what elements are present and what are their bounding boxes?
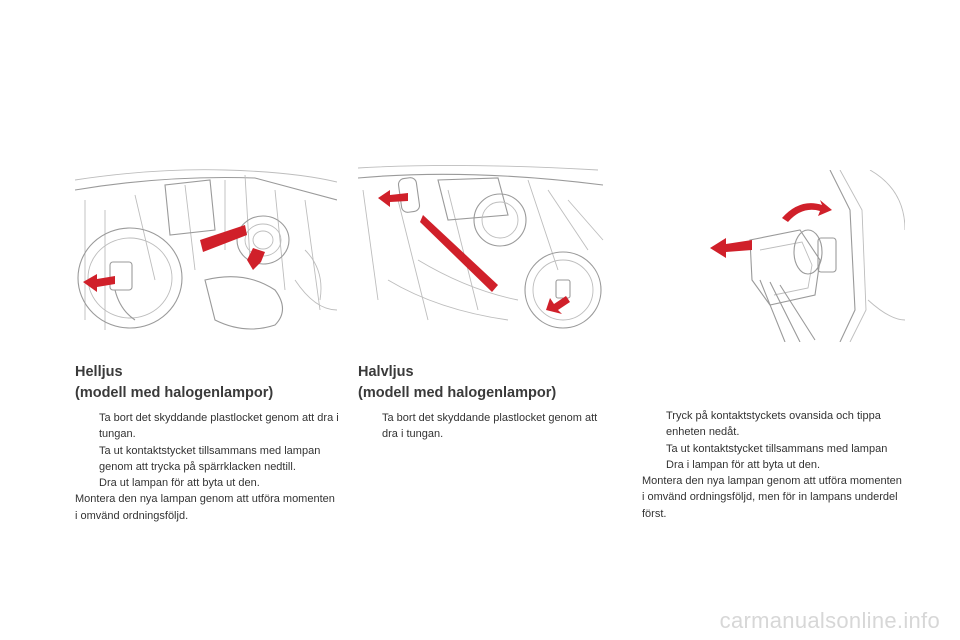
illustration-low-beam [358,160,608,340]
list-item: Dra ut lampan för att byta ut den. [99,477,260,490]
section-low-beam-continued [642,408,902,522]
section-low-beam [358,362,613,443]
section-title: Helljus [75,364,123,380]
section-title: Halvljus [358,364,414,380]
step-list [358,410,613,443]
list-item: Ta ut kontaktstycket tillsammans med lampan genom att trycka på spärrklacken nedtill. [99,444,321,473]
list-item: Ta bort det skyddande plastlocket genom att dra i tungan. [99,412,339,441]
section-subtitle: (modell med halogenlampor) [358,385,557,401]
section-subtitle: (modell med halogenlampor) [75,385,274,401]
reassembly-note: Montera den nya lampan genom att utföra momenten i omvänd ordningsföljd, men för in lampans underdel först. [642,475,902,520]
watermark: carmanualsonline.info [719,608,940,633]
arrow-indicator [200,225,247,252]
step-list [642,408,902,473]
list-item: Dra i lampan för att byta ut den. [666,458,821,471]
list-item: Tryck på kontaktstyckets ovansida och tippa enheten nedåt. [666,410,881,439]
arrow-indicator [378,190,408,207]
arrow-indicator [546,296,570,314]
illustration-high-beam [75,160,337,340]
arrow-indicator [420,215,498,292]
list-item: Ta bort det skyddande plastlocket genom att dra i tungan. [382,412,598,441]
list-item: Ta ut kontaktstycket tillsammans med lampan [666,442,888,455]
section-high-beam [75,362,340,524]
illustration-bulb-removal [690,170,905,342]
arrow-indicator [710,238,752,258]
step-list [75,410,340,491]
reassembly-note: Montera den nya lampan genom att utföra momenten i omvänd ordningsföljd. [75,493,335,522]
arrow-indicator [782,200,832,222]
